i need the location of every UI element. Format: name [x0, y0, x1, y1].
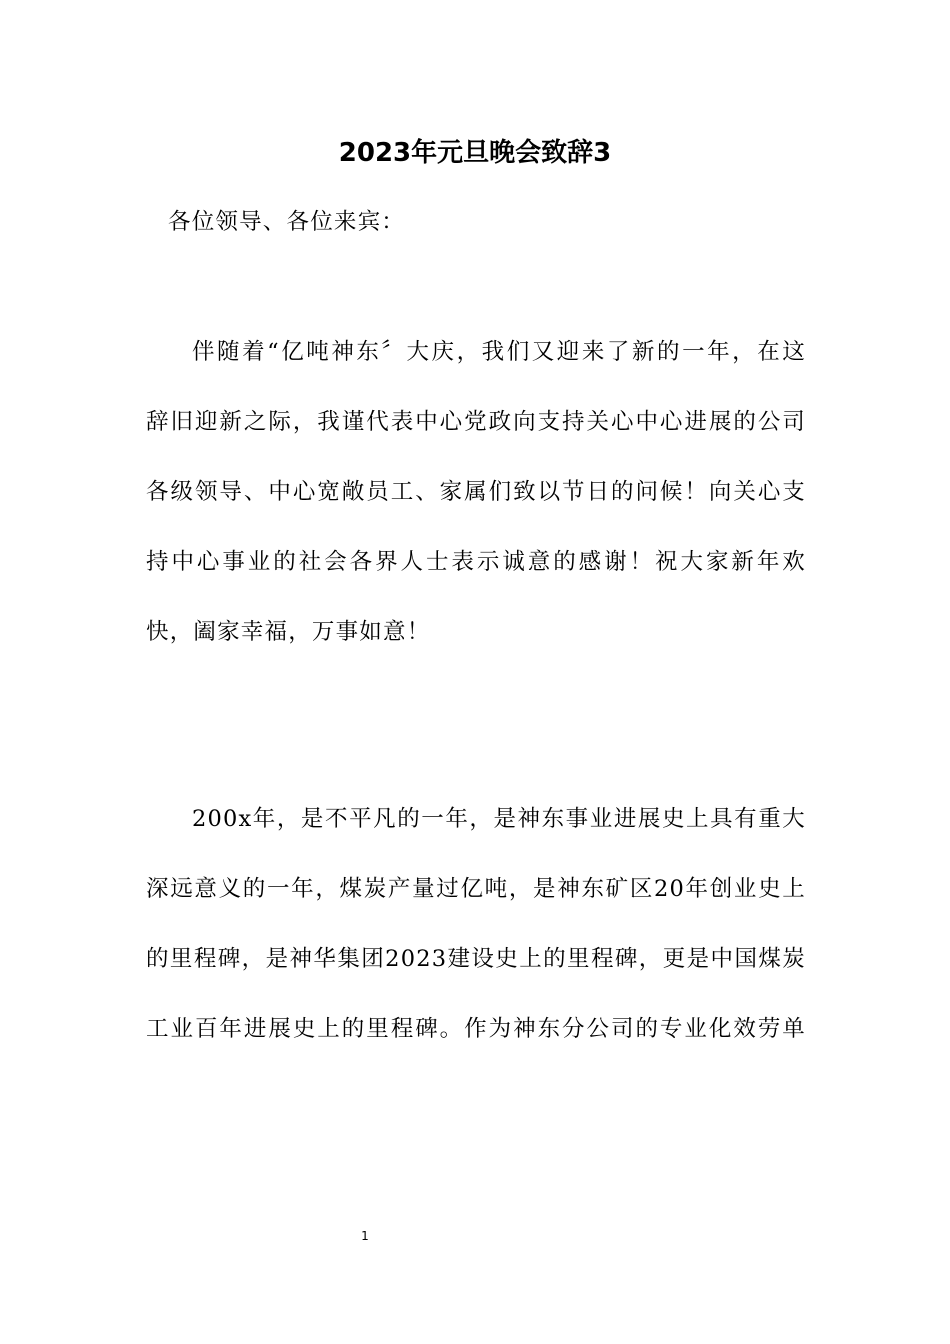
- paragraph-1-line-1: 伴随着“亿吨神东〞大庆，我们又迎来了新的一年，在这: [192, 339, 806, 365]
- paragraph-1-line-2: 辞旧迎新之际，我谨代表中心党政向支持关心中心进展的公司: [146, 409, 806, 435]
- paragraph-1-line-4: 持中心事业的社会各界人士表示诚意的感谢！祝大家新年欢: [146, 549, 806, 575]
- paragraph-1-line-3: 各级领导、中心宽敞员工、家属们致以节日的问候！向关心支: [146, 479, 806, 505]
- page-number: 1: [361, 1229, 369, 1243]
- document-title: 2023年元旦晚会致辞3: [338, 138, 612, 168]
- paragraph-2-line-4: 工业百年进展史上的里程碑。作为神东分公司的专业化效劳单: [146, 1016, 806, 1042]
- paragraph-1-line-5: 快，阖家幸福，万事如意！: [146, 619, 431, 645]
- paragraph-2-line-1: 200x年，是不平凡的一年，是神东事业进展史上具有重大: [192, 806, 806, 832]
- paragraph-2-line-3: 的里程碑，是神华集团2023建设史上的里程碑，更是中国煤炭: [146, 946, 806, 972]
- salutation: 各位领导、各位来宾：: [168, 209, 406, 235]
- paragraph-2-line-2: 深远意义的一年，煤炭产量过亿吨，是神东矿区20年创业史上: [146, 876, 806, 902]
